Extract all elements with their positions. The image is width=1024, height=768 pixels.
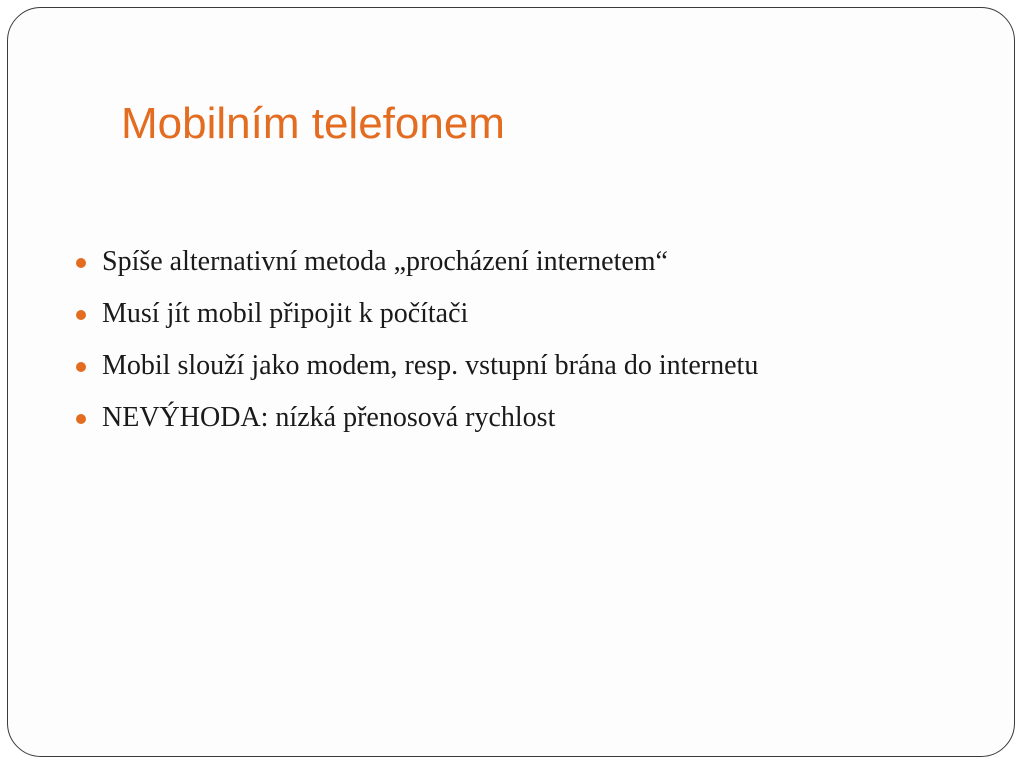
bullet-text: NEVÝHODA: nízká přenosová rychlost — [102, 402, 556, 433]
bullet-item — [76, 240, 758, 292]
bullet-item — [76, 292, 758, 344]
bullet-text: Mobil slouží jako modem, resp. vstupní brána do internetu — [102, 350, 759, 381]
bullet-text: Spíše alternativní metoda „procházení internetem“ — [102, 246, 668, 277]
bullet-item — [76, 396, 758, 448]
bullet-dot-icon — [76, 362, 86, 372]
bullet-item — [76, 344, 758, 396]
bullet-dot-icon — [76, 310, 86, 320]
bullet-dot-icon — [76, 414, 86, 424]
bullet-dot-icon — [76, 258, 86, 268]
slide-frame — [7, 7, 1015, 757]
slide-title: Mobilním telefonem — [121, 99, 505, 148]
bullet-text: Musí jít mobil připojit k počítači — [102, 298, 469, 329]
bullet-list — [76, 240, 758, 448]
